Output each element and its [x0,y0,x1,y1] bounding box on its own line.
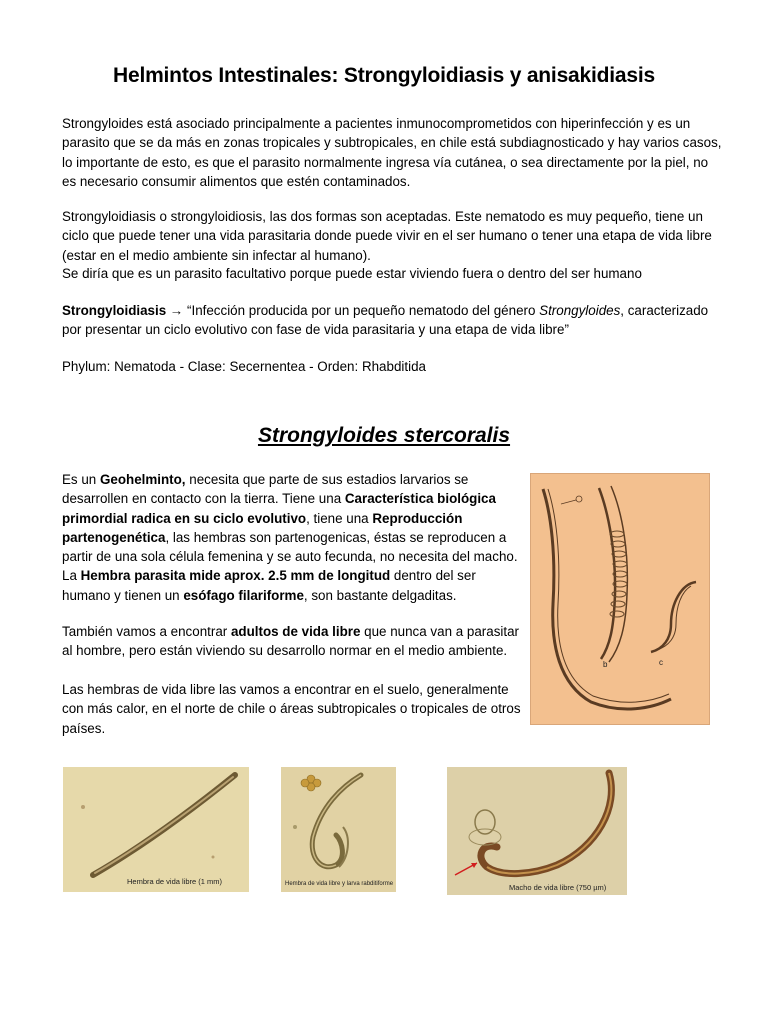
nematode-drawing [531,474,709,724]
infection-definition: Strongyloidiasis → “Infección producida por un pequeño nematodo del género Strongyloides, caracterizado por presentar un ciclo evolutivo con fase de vida parasitaria y una etapa de vida libre” [62,303,709,338]
nematode-drawing-figure [530,473,710,725]
caption-m3: Macho de vida libre (750 µm) [509,883,607,892]
page-title: Helmintos Intestinales: Strongyloidiasis y anisakidiasis [113,64,655,87]
micrograph-female-and-larva [281,767,396,892]
facultative-paragraph: Se diría que es un parasito facultativo porque puede estar viviendo fuera o dentro del ser humano [62,266,642,281]
worm-illustration [63,767,249,892]
worm-illustration [447,767,627,895]
section-title: Strongyloides stercoralis [257,424,511,447]
definition-paragraph: Strongyloidiasis o strongyloidiosis, las dos formas son aceptadas. Este nematodo es muy pequeño, tiene un ciclo que puede tener una vida parasitaria donde puede vivir en el ser humano o tener una etapa de vida libre (estar en el medio ambiente sin infectar al humano). [62,209,712,263]
worm-illustration [281,767,396,892]
caption-m1: Hembra de vida libre (1 mm) [127,877,223,886]
taxonomy-line: Phylum: Nematoda - Clase: Secernentea - Orden: Rhabditida [62,359,426,374]
free-living-adults-paragraph: También vamos a encontrar adultos de vida libre que nunca van a parasitar al hombre, pero están viviendo su desarrollo normar en el medio ambiente. [62,624,520,659]
micrograph-free-living-female [63,767,249,892]
arrow-icon: → [166,303,188,318]
caption-m2: Hembra de vida libre y larva rabditiforme [285,881,394,887]
soil-females-paragraph: Las hembras de vida libre las vamos a encontrar en el suelo, generalmente con más calor, en el norte de chile o áreas subtropicales o tropicales de otros países. [62,682,521,736]
intro-paragraph: Strongyloides está asociado principalmente a pacientes inmunocomprometidos con hiperinfección y es un parasito que se da más en zonas tropicales y subtropicales, en chile está subdiagnosticado y hay varios casos, lo importante de esto, es que el parasito normalmente ingresa vía cutánea, o sea directamente por la piel, no es necesario consumir alimentos que estén contaminados. [62,116,722,189]
genus-italic: Strongyloides [539,303,621,318]
figure-label-b: b [603,660,608,669]
term-bold: Strongyloidiasis [62,303,167,318]
micrograph-free-living-male [447,767,627,895]
figure-label-c: c [659,658,663,667]
geohelminth-paragraph: Es un Geohelminto, necesita que parte de sus estadios larvarios se desarrollen en contacto con la tierra. Tiene una Característica biológica primordial radica en su ciclo evolutivo, tiene una Reproducción partenogenética, las hembras son partenogenicas, éstas se reproducen a partir de una sola célula femenina y se auto fecunda, no necesita del macho. La Hembra parasita mide aprox. 2.5 mm de longitud dentro del ser humano y tienen un esófago filariforme, son bastante delgaditas. [62,472,518,603]
